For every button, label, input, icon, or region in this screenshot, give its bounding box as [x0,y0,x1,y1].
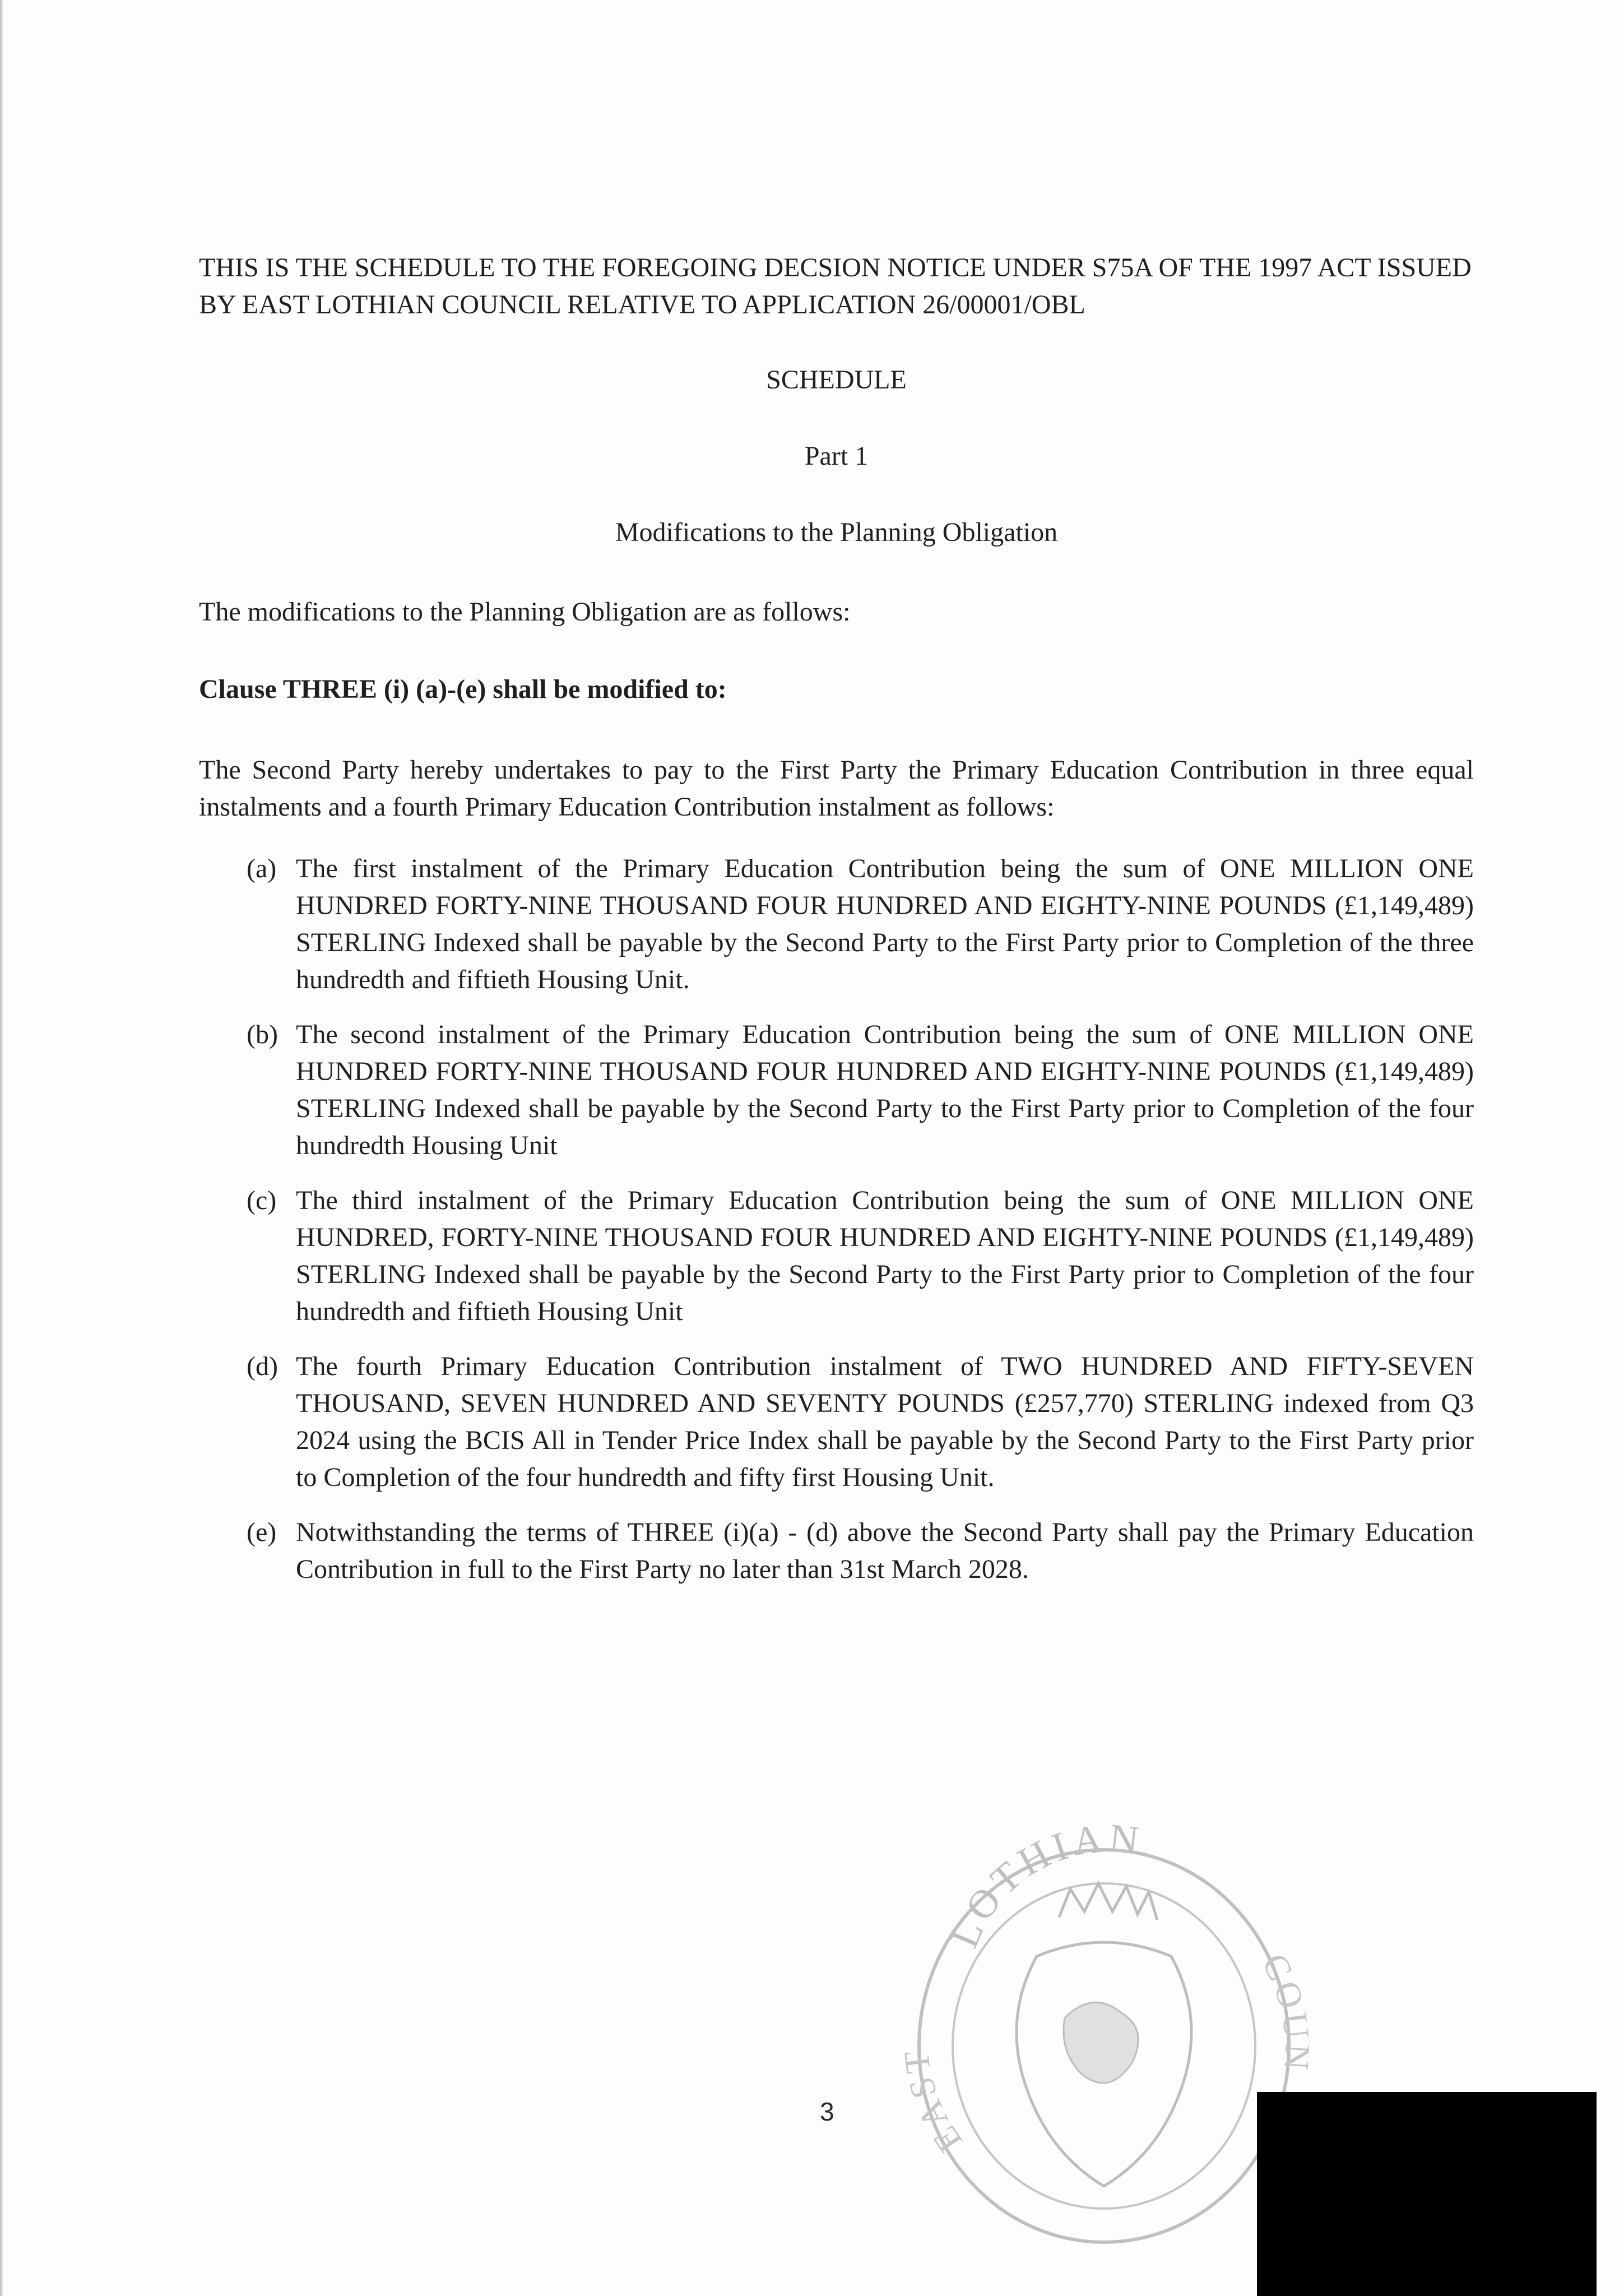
list-item [247,1348,1474,1496]
item-text: The third instalment of the Primary Education Contribution being the sum of ONE MILLION ONE HUNDRED, FORTY-NINE THOUSAND FOUR HUNDRED AND EIGHTY-NINE POUNDS (£1,149,489) STERLING Indexed shall be payable by the Second Party to the First Party prior to Completion of the four hundredth and fiftieth Housing Unit [296,1186,1474,1326]
lead-paragraph: The Second Party hereby undertakes to pay to the First Party the Primary Education Contribution in three equal instalments and a fourth Primary Education Contribution instalment as follows: [199,755,1474,822]
item-text: Notwithstanding the terms of THREE (i)(a) - (d) above the Second Party shall pay the Primary Education Contribution in full to the First Party no later than 31st March 2028. [296,1517,1474,1584]
seal-lion [1064,2002,1138,2083]
redaction-block [1257,2092,1597,2296]
item-text: The first instalment of the Primary Education Contribution being the sum of ONE MILLION ONE HUNDRED FORTY-NINE THOUSAND FOUR HUNDRED AND EIGHTY-NINE POUNDS (£1,149,489) STERLING Indexed shall be payable by the Second Party to the First Party prior to Completion of the three hundredth and fiftieth Housing Unit. [296,854,1474,994]
modifications-title: Modifications to the Planning Obligation [615,517,1058,547]
item-text: The second instalment of the Primary Education Contribution being the sum of ONE MILLION ONE HUNDRED FORTY-NINE THOUSAND FOUR HUNDRED AND EIGHTY-NINE POUNDS (£1,149,489) STERLING Indexed shall be payable by the Second Party to the First Party prior to Completion of the four hundredth Housing Unit [296,1020,1474,1160]
list-item [247,1182,1474,1330]
schedule-title: SCHEDULE [766,365,907,395]
item-text: The fourth Primary Education Contribution instalment of TWO HUNDRED AND FIFTY-SEVEN THOUSAND, SEVEN HUNDRED AND SEVENTY POUNDS (£257,770) STERLING indexed from Q3 2024 using the BCIS All in Tender Price Index shall be payable by the Second Party to the First Party prior to Completion of the four hundredth and fifty first Housing Unit. [296,1351,1474,1492]
seal-right-text: COUN [1254,1947,1318,2075]
item-label: (b) [247,1020,278,1049]
instalment-list [199,850,1474,1588]
item-label: (a) [247,854,277,883]
clause-title: Clause THREE (i) (a)-(e) shall be modified to: [199,674,727,704]
list-item [247,850,1474,998]
part-title: Part 1 [804,441,869,471]
document-body [199,249,1474,1588]
scan-edge [0,0,3,2296]
document-heading: THIS IS THE SCHEDULE TO THE FOREGOING DECSION NOTICE UNDER S75A OF THE 1997 ACT ISSUED BY EAST LOTHIAN COUNCIL RELATIVE TO APPLICATION 26/00001/OBL [199,253,1472,320]
seal-top-text: LOTHIAN [941,1815,1146,1954]
intro-text: The modifications to the Planning Obligation are as follows: [199,597,851,627]
item-label: (e) [247,1517,277,1547]
item-label: (c) [247,1186,277,1215]
list-item [247,1016,1474,1164]
item-label: (d) [247,1351,278,1381]
page-number: 3 [820,2097,834,2126]
list-item [247,1514,1474,1588]
seal-left-text: EAST [895,2045,970,2160]
